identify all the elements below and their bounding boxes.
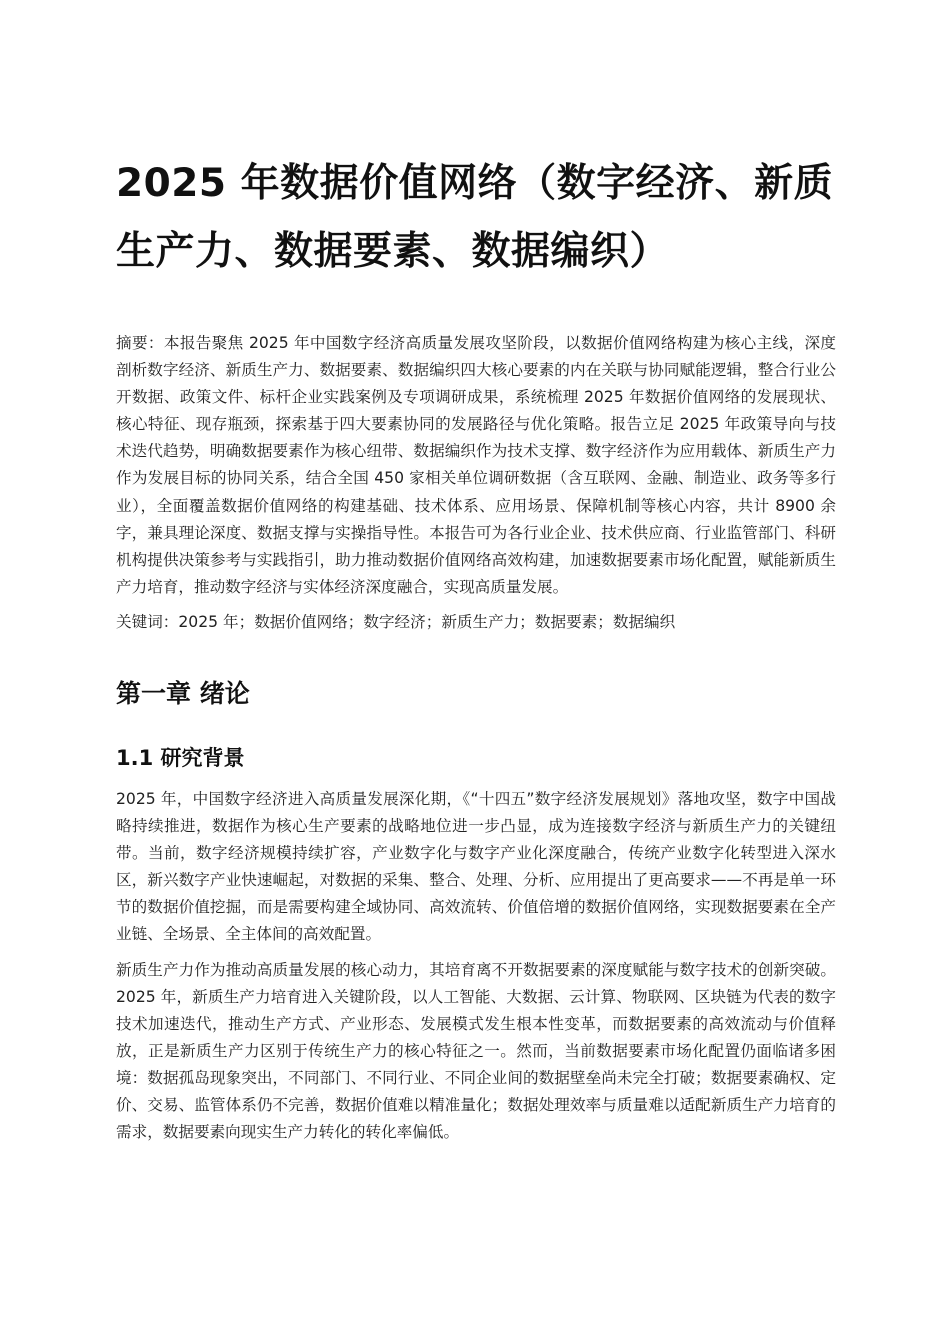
- body-paragraph: 2025 年，中国数字经济进入高质量发展深化期，《“十四五”数字经济发展规划》落地攻坚，数字中国战略持续推进，数据作为核心生产要素的战略地位进一步凸显，成为连接数字经济与新质生产力的关键纽带。当前，数字经济规模持续扩容，产业数字化与数字产业化深度融合，传统产业数字化转型进入深水区，新兴数字产业快速崛起，对数据的采集、整合、处理、分析、应用提出了更高要求——不再是单一环节的数据价值挖掘，而是需要构建全域协同、高效流转、价值倍增的数据价值网络，实现数据要素在全产业链、全场景、全主体间的高效配置。: [116, 789, 836, 944]
- section-heading: 1.1 研究背景: [116, 745, 245, 770]
- abstract-section: [116, 330, 836, 636]
- document-title: 2025 年数据价值网络（数字经济、新质生产力、数据要素、数据编织）: [116, 161, 834, 274]
- chapter-heading: 第一章 绪论: [116, 678, 250, 708]
- body-paragraph: 新质生产力作为推动高质量发展的核心动力，其培育离不开数据要素的深度赋能与数字技术的创新突破。2025 年，新质生产力培育进入关键阶段，以人工智能、大数据、云计算、物联网、区块链为代表的数字技术加速迭代，推动生产方式、产业形态、发展模式发生根本性变革，而数据要素的高效流动与价值释放，正是新质生产力区别于传统生产力的核心特征之一。然而，当前数据要素市场化配置仍面临诸多困境：数据孤岛现象突出，不同部门、不同行业、不同企业间的数据壁垒尚未完全打破；数据要素确权、定价、交易、监管体系仍不完善，数据价值难以精准量化；数据处理效率与质量难以适配新质生产力培育的需求，数据要素向现实生产力转化的转化率偏低。: [116, 960, 836, 1142]
- keywords-line: 关键词：2025 年；数据价值网络；数字经济；新质生产力；数据要素；数据编织: [116, 612, 676, 631]
- abstract-paragraph: 摘要：本报告聚焦 2025 年中国数字经济高质量发展攻坚阶段，以数据价值网络构建为核心主线，深度剖析数字经济、新质生产力、数据要素、数据编织四大核心要素的内在关联与协同赋能逻辑，整合行业公开数据、政策文件、标杆企业实践案例及专项调研成果，系统梳理 2025 年数据价值网络的发展现状、核心特征、现存瓶颈，探索基于四大要素协同的发展路径与优化策略。报告立足 2025 年政策导向与技术迭代趋势，明确数据要素作为核心纽带、数据编织作为技术支撑、数字经济作为应用载体、新质生产力作为发展目标的协同关系，结合全国 450 家相关单位调研数据（含互联网、金融、制造业、政务等多行业），全面覆盖数据价值网络的构建基础、技术体系、应用场景、保障机制等核心内容，共计 8900 余字，兼具理论深度、数据支撑与实操指导性。本报告可为各行业企业、技术供应商、行业监管部门、科研机构提供决策参考与实践指引，助力推动数据价值网络高效构建，加速数据要素市场化配置，赋能新质生产力培育，推动数字经济与实体经济深度融合，实现高质量发展。: [116, 334, 836, 596]
